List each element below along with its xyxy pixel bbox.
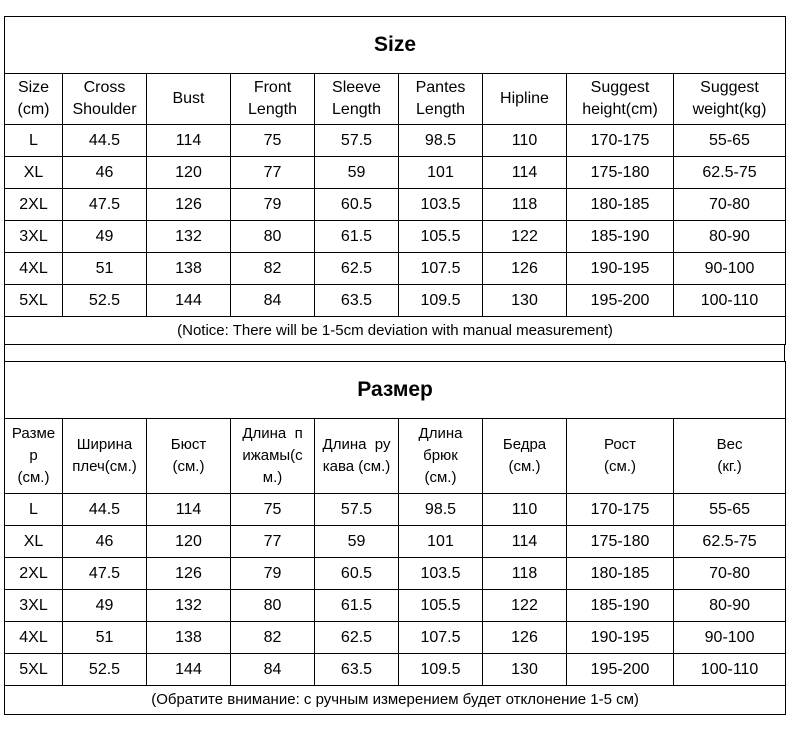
header-line: Pantes: [415, 79, 466, 96]
table-cell: 101: [399, 526, 483, 558]
column-header: [5, 419, 63, 494]
table-cell: 4XL: [5, 622, 63, 654]
header-line: (см.): [17, 469, 50, 486]
table-cell: 130: [483, 285, 567, 317]
table-cell: 44.5: [63, 125, 147, 157]
table-cell: 107.5: [399, 253, 483, 285]
header-line: (кг.): [717, 458, 742, 475]
header-line: (см.): [508, 458, 541, 475]
table-cell: 110: [483, 494, 567, 526]
table-cell: 98.5: [399, 494, 483, 526]
table-cell: 138: [147, 622, 231, 654]
table-cell: 109.5: [399, 285, 483, 317]
table-cell: 61.5: [315, 221, 399, 253]
table-cell: 55-65: [674, 494, 786, 526]
table-cell: 46: [63, 526, 147, 558]
table-cell: 195-200: [567, 654, 674, 686]
table-cell: 49: [63, 221, 147, 253]
column-header: [231, 419, 315, 494]
column-header: [5, 74, 63, 125]
header-row-english: [5, 74, 786, 125]
header-line: Длина ру: [322, 436, 391, 453]
table-row: [5, 157, 786, 189]
table-row: [5, 253, 786, 285]
table-cell: 120: [147, 526, 231, 558]
header-line: Length: [332, 101, 381, 118]
size-table-russian: [4, 361, 786, 715]
table-cell: 105.5: [399, 590, 483, 622]
table-cell: 60.5: [315, 189, 399, 221]
header-line: Длина п: [242, 425, 303, 442]
table-cell: 51: [63, 622, 147, 654]
table-body-english: [5, 125, 786, 317]
header-line: Разме: [11, 425, 56, 442]
header-line: Front: [253, 79, 292, 96]
header-line: (см.): [172, 458, 205, 475]
table-row: [5, 221, 786, 253]
table-cell: 62.5: [315, 253, 399, 285]
table-cell: 126: [147, 189, 231, 221]
column-header: [399, 419, 483, 494]
column-header: [63, 74, 147, 125]
table-cell: 52.5: [63, 654, 147, 686]
header-line: (см.): [604, 458, 636, 475]
column-header: [567, 419, 674, 494]
table-cell: 144: [147, 285, 231, 317]
table-cell: 122: [483, 590, 567, 622]
table-cell: 103.5: [399, 189, 483, 221]
header-line: плеч(см.): [72, 458, 137, 475]
header-line: Бюст: [170, 436, 207, 453]
table-cell: 114: [147, 494, 231, 526]
table-cell: 2XL: [5, 558, 63, 590]
table-cell: 57.5: [315, 494, 399, 526]
header-line: кава (см.): [322, 458, 391, 475]
table-cell: 61.5: [315, 590, 399, 622]
size-chart-sheet: [4, 16, 785, 715]
table-row: [5, 590, 786, 622]
column-header: [567, 74, 674, 125]
table-cell: 63.5: [315, 654, 399, 686]
table-cell: 190-195: [567, 622, 674, 654]
header-line: Ширина: [76, 436, 133, 453]
table-cell: L: [5, 494, 63, 526]
table-cell: 126: [147, 558, 231, 590]
column-header: [399, 74, 483, 125]
header-line: Вес: [716, 436, 743, 453]
header-line: Suggest: [700, 79, 759, 96]
table-cell: 62.5: [315, 622, 399, 654]
table-cell: 5XL: [5, 654, 63, 686]
table-cell: 114: [147, 125, 231, 157]
table-cell: 63.5: [315, 285, 399, 317]
table-row: [5, 494, 786, 526]
table-cell: 175-180: [567, 526, 674, 558]
header-line: брюк: [423, 447, 458, 464]
table-row: [5, 526, 786, 558]
table-cell: 180-185: [567, 558, 674, 590]
table-cell: 101: [399, 157, 483, 189]
header-line: Hipline: [500, 90, 549, 107]
table-cell: 84: [231, 654, 315, 686]
column-header: [147, 74, 231, 125]
notice-russian: (Обратите внимание: с ручным измерением будет отклонение 1-5 см): [5, 686, 786, 715]
header-line: Бедра: [502, 436, 547, 453]
header-line: height(cm): [582, 101, 658, 118]
table-cell: 175-180: [567, 157, 674, 189]
table-cell: 3XL: [5, 590, 63, 622]
table-cell: 55-65: [674, 125, 786, 157]
table-cell: 51: [63, 253, 147, 285]
table-cell: 126: [483, 622, 567, 654]
table-cell: 5XL: [5, 285, 63, 317]
column-header: [483, 419, 567, 494]
table-title-english: Size: [5, 17, 786, 74]
table-cell: L: [5, 125, 63, 157]
table-cell: 70-80: [674, 189, 786, 221]
table-cell: 49: [63, 590, 147, 622]
table-cell: 57.5: [315, 125, 399, 157]
table-cell: 98.5: [399, 125, 483, 157]
table-cell: 185-190: [567, 590, 674, 622]
header-row-russian: [5, 419, 786, 494]
table-cell: 180-185: [567, 189, 674, 221]
table-cell: 126: [483, 253, 567, 285]
table-cell: 3XL: [5, 221, 63, 253]
table-cell: 118: [483, 189, 567, 221]
column-header: [147, 419, 231, 494]
header-line: Sleeve: [332, 79, 381, 96]
table-cell: 132: [147, 590, 231, 622]
header-line: ижамы(с: [242, 447, 303, 464]
table-cell: 59: [315, 157, 399, 189]
table-title-russian: Размер: [5, 362, 786, 419]
size-table-english: [4, 16, 786, 345]
table-cell: 190-195: [567, 253, 674, 285]
table-cell: 195-200: [567, 285, 674, 317]
table-cell: 118: [483, 558, 567, 590]
table-cell: 52.5: [63, 285, 147, 317]
column-header: [231, 74, 315, 125]
header-line: Cross: [83, 79, 126, 96]
table-cell: 80: [231, 590, 315, 622]
table-cell: 4XL: [5, 253, 63, 285]
header-line: Suggest: [590, 79, 650, 96]
table-row: [5, 189, 786, 221]
header-line: (cm): [17, 101, 50, 118]
table-cell: 114: [483, 157, 567, 189]
table-cell: 47.5: [63, 558, 147, 590]
table-cell: 120: [147, 157, 231, 189]
table-cell: 84: [231, 285, 315, 317]
table-row: [5, 285, 786, 317]
table-cell: 80-90: [674, 590, 786, 622]
table-spacer: [4, 345, 785, 361]
table-cell: 132: [147, 221, 231, 253]
table-cell: 75: [231, 125, 315, 157]
table-cell: 59: [315, 526, 399, 558]
table-cell: 114: [483, 526, 567, 558]
header-line: м.): [262, 469, 283, 486]
table-cell: 82: [231, 253, 315, 285]
table-cell: 130: [483, 654, 567, 686]
table-cell: 107.5: [399, 622, 483, 654]
table-cell: XL: [5, 157, 63, 189]
header-line: р: [29, 447, 38, 464]
table-cell: 110: [483, 125, 567, 157]
table-cell: 109.5: [399, 654, 483, 686]
table-cell: 144: [147, 654, 231, 686]
table-cell: 103.5: [399, 558, 483, 590]
column-header: [315, 419, 399, 494]
table-cell: 79: [231, 558, 315, 590]
header-line: (см.): [424, 469, 457, 486]
table-cell: 100-110: [674, 285, 786, 317]
table-cell: 60.5: [315, 558, 399, 590]
table-body-russian: [5, 494, 786, 686]
table-cell: 77: [231, 157, 315, 189]
notice-english: (Notice: There will be 1-5cm deviation with manual measurement): [5, 317, 786, 345]
table-cell: 70-80: [674, 558, 786, 590]
table-cell: 105.5: [399, 221, 483, 253]
table-cell: 46: [63, 157, 147, 189]
column-header: [674, 419, 786, 494]
header-line: Длина: [418, 425, 463, 442]
table-cell: 90-100: [674, 253, 786, 285]
table-cell: 62.5-75: [674, 526, 786, 558]
table-cell: 62.5-75: [674, 157, 786, 189]
table-cell: 77: [231, 526, 315, 558]
table-cell: 2XL: [5, 189, 63, 221]
table-cell: 170-175: [567, 494, 674, 526]
table-cell: 44.5: [63, 494, 147, 526]
table-row: [5, 125, 786, 157]
header-line: Length: [416, 101, 465, 118]
header-line: Length: [248, 101, 297, 118]
column-header: [63, 419, 147, 494]
column-header: [315, 74, 399, 125]
table-cell: 122: [483, 221, 567, 253]
table-cell: 75: [231, 494, 315, 526]
header-line: Shoulder: [72, 101, 137, 118]
table-cell: 79: [231, 189, 315, 221]
table-row: [5, 558, 786, 590]
table-cell: XL: [5, 526, 63, 558]
column-header: [674, 74, 786, 125]
header-line: weight(kg): [692, 101, 767, 118]
table-row: [5, 622, 786, 654]
table-cell: 80-90: [674, 221, 786, 253]
table-cell: 100-110: [674, 654, 786, 686]
header-line: Рост: [603, 436, 637, 453]
table-cell: 170-175: [567, 125, 674, 157]
table-cell: 47.5: [63, 189, 147, 221]
table-cell: 185-190: [567, 221, 674, 253]
table-cell: 90-100: [674, 622, 786, 654]
column-header: [483, 74, 567, 125]
table-cell: 80: [231, 221, 315, 253]
header-line: Bust: [172, 90, 205, 107]
table-row: [5, 654, 786, 686]
header-line: Size: [17, 79, 50, 96]
table-cell: 82: [231, 622, 315, 654]
table-cell: 138: [147, 253, 231, 285]
